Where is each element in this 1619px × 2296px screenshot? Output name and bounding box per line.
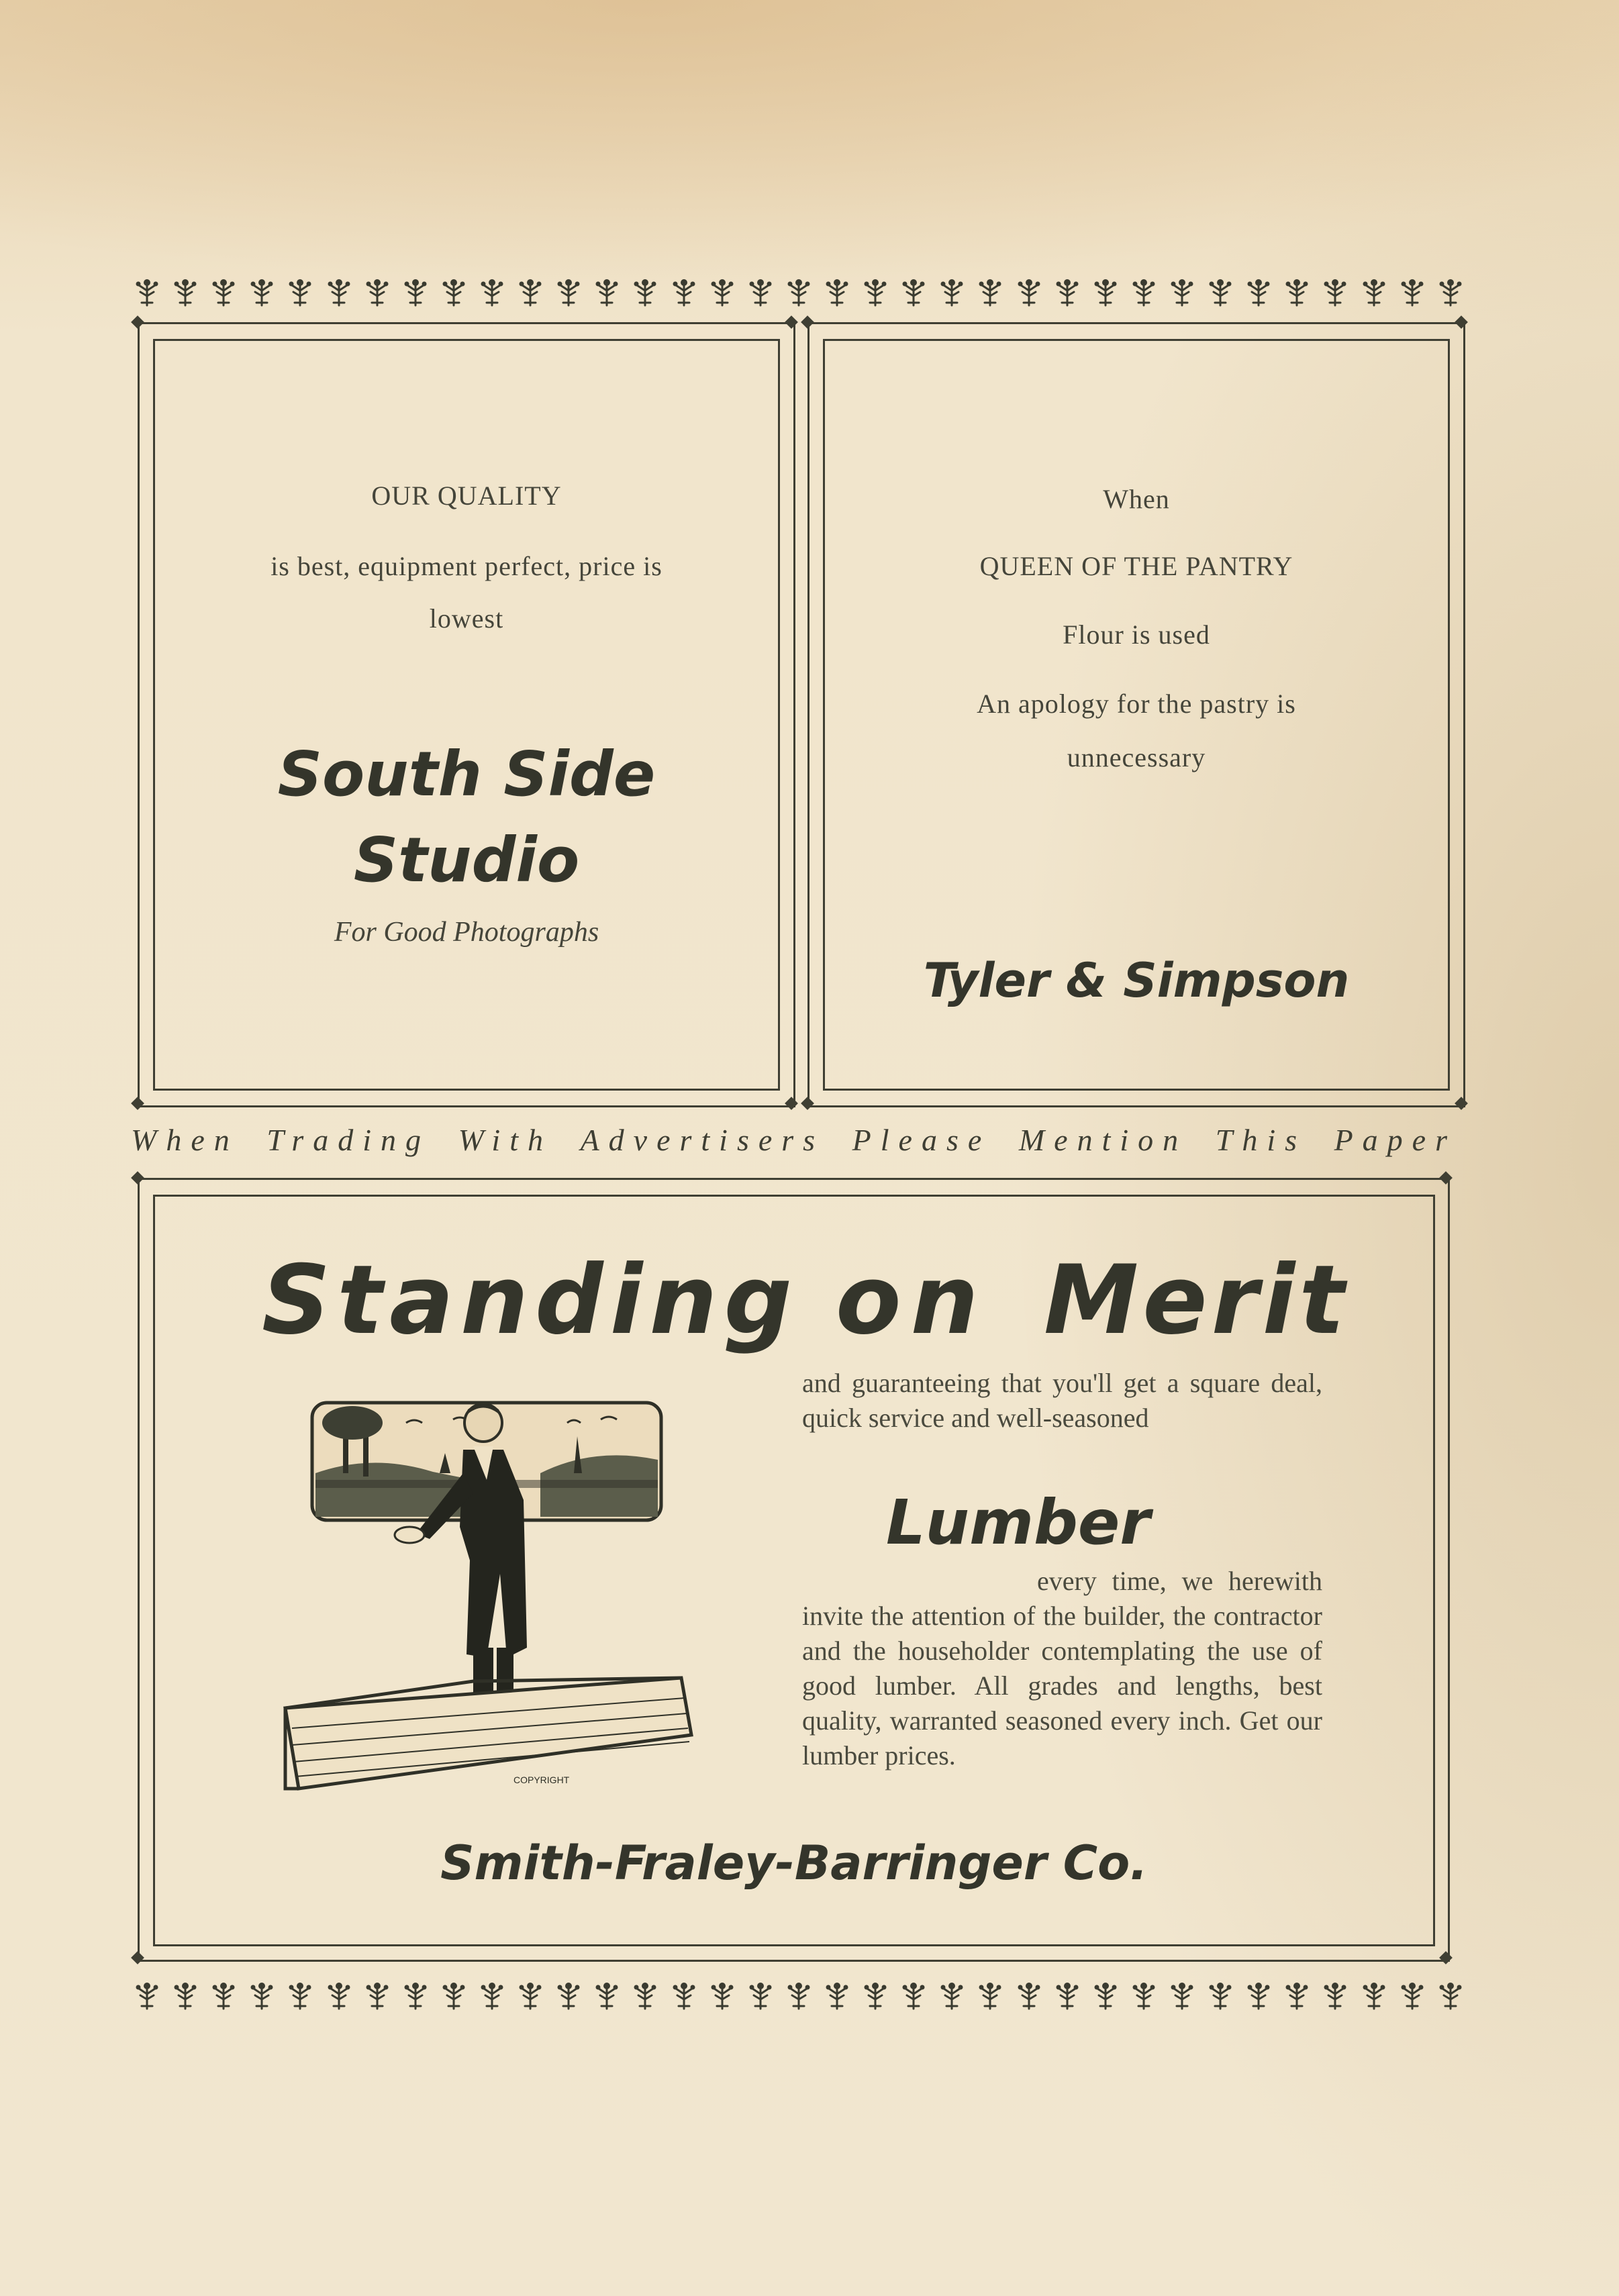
lumber-headline-on: on bbox=[836, 1245, 988, 1356]
sprig-ornament-icon bbox=[1013, 276, 1045, 311]
sprig-ornament-icon bbox=[744, 1979, 777, 2015]
sprig-ornament-icon bbox=[897, 1979, 930, 2015]
tagline-word: Paper bbox=[1334, 1123, 1457, 1157]
sprig-ornament-icon bbox=[514, 1979, 546, 2015]
sprig-ornament-icon bbox=[591, 1979, 623, 2015]
studio-name-line2: Studio bbox=[353, 824, 580, 896]
sprig-ornament-icon bbox=[323, 1979, 355, 2015]
man-on-lumber-illustration bbox=[272, 1393, 715, 1795]
tagline-word: Please bbox=[852, 1123, 991, 1157]
sprig-ornament-icon bbox=[131, 1979, 163, 2015]
tagline-word: Mention bbox=[1018, 1123, 1188, 1157]
sprig-ornament-icon bbox=[476, 1979, 508, 2015]
sprig-ornament-icon bbox=[668, 1979, 700, 2015]
sprig-ornament-icon bbox=[974, 1979, 1006, 2015]
sprig-ornament-icon bbox=[1051, 276, 1083, 311]
sprig-ornament-icon bbox=[706, 276, 738, 311]
sprig-ornament-icon bbox=[1358, 276, 1390, 311]
sprig-ornament-icon bbox=[936, 276, 968, 311]
sprig-ornament-icon bbox=[591, 276, 623, 311]
sprig-ornament-icon bbox=[284, 1979, 316, 2015]
tagline-word: When bbox=[131, 1123, 239, 1157]
sprig-ornament-icon bbox=[207, 1979, 240, 2015]
studio-ad-line: lowest bbox=[429, 603, 504, 634]
lumber-product-name: Lumber bbox=[886, 1487, 1150, 1558]
studio-ad-line: is best, equipment perfect, price is bbox=[271, 551, 663, 581]
sprig-ornament-icon bbox=[1089, 276, 1122, 311]
sprig-ornament-icon bbox=[859, 276, 891, 311]
sprig-ornament-icon bbox=[361, 1979, 393, 2015]
studio-name-line1: South Side bbox=[277, 738, 656, 810]
sprig-ornament-icon bbox=[1319, 1979, 1351, 2015]
studio-ad-heading: OUR QUALITY bbox=[371, 481, 562, 511]
sprig-ornament-icon bbox=[399, 1979, 432, 2015]
flour-ad-line: unnecessary bbox=[1067, 742, 1206, 772]
sprig-ornament-icon bbox=[246, 276, 278, 311]
flour-ad-merchant: Tyler & Simpson bbox=[923, 953, 1350, 1008]
sprig-ornament-icon bbox=[1051, 1979, 1083, 2015]
sprig-ornament-icon bbox=[1281, 276, 1313, 311]
sprig-ornament-icon bbox=[629, 1979, 661, 2015]
sprig-ornament-icon bbox=[207, 276, 240, 311]
sprig-ornament-icon bbox=[1396, 1979, 1428, 2015]
sprig-ornament-icon bbox=[936, 1979, 968, 2015]
advertiser-tagline bbox=[131, 1122, 1457, 1158]
sprig-ornament-icon bbox=[1319, 276, 1351, 311]
sprig-ornament-icon bbox=[1166, 1979, 1198, 2015]
sprig-ornament-icon bbox=[859, 1979, 891, 2015]
sprig-ornament-icon bbox=[1013, 1979, 1045, 2015]
sprig-ornament-icon bbox=[1204, 276, 1236, 311]
studio-ad-inner-frame bbox=[153, 339, 780, 1091]
sprig-ornament-icon bbox=[1434, 276, 1467, 311]
sprig-ornament-icon bbox=[1242, 1979, 1275, 2015]
sprig-ornament-icon bbox=[783, 276, 815, 311]
sprig-ornament-icon bbox=[668, 276, 700, 311]
sprig-ornament-icon bbox=[1434, 1979, 1467, 2015]
tagline-word: This bbox=[1215, 1123, 1306, 1157]
sprig-ornament-icon bbox=[783, 1979, 815, 2015]
sprig-ornament-icon bbox=[744, 276, 777, 311]
sprig-ornament-icon bbox=[1089, 1979, 1122, 2015]
sprig-ornament-icon bbox=[897, 276, 930, 311]
sprig-ornament-icon bbox=[629, 276, 661, 311]
bottom-ornament-row bbox=[131, 1980, 1467, 2013]
lumber-company-name: Smith-Fraley-Barringer Co. bbox=[440, 1836, 1148, 1891]
sprig-ornament-icon bbox=[131, 276, 163, 311]
flour-ad-brand: QUEEN OF THE PANTRY bbox=[979, 551, 1293, 581]
sprig-ornament-icon bbox=[476, 276, 508, 311]
sprig-ornament-icon bbox=[1166, 276, 1198, 311]
sprig-ornament-icon bbox=[169, 276, 201, 311]
sprig-ornament-icon bbox=[438, 276, 470, 311]
tagline-word: With bbox=[458, 1123, 552, 1157]
flour-ad-line: Flour is used bbox=[1063, 619, 1210, 650]
sprig-ornament-icon bbox=[169, 1979, 201, 2015]
lumber-body-text: every time, we herewith invite the attention of the builder, the contractor and the householder contemplating the use of good lumber. All grades and lengths, best quality, warranted seasoned every inch. Get our lumber prices. bbox=[802, 1566, 1322, 1770]
sprig-ornament-icon bbox=[514, 276, 546, 311]
sprig-ornament-icon bbox=[361, 276, 393, 311]
sprig-ornament-icon bbox=[974, 276, 1006, 311]
sprig-ornament-icon bbox=[284, 276, 316, 311]
sprig-ornament-icon bbox=[323, 276, 355, 311]
tagline-word: Advertisers bbox=[580, 1123, 825, 1157]
lumber-headline-standing: Standing bbox=[262, 1245, 799, 1356]
flour-ad-line: An apology for the pastry is bbox=[977, 689, 1296, 719]
studio-slogan: For Good Photographs bbox=[334, 917, 599, 948]
tagline-word: Trading bbox=[266, 1123, 431, 1157]
flour-ad-line: When bbox=[1103, 484, 1170, 514]
sprig-ornament-icon bbox=[1128, 276, 1160, 311]
sprig-ornament-icon bbox=[1128, 1979, 1160, 2015]
lumber-intro-text: and guaranteeing that you'll get a square deal, quick service and well-seasoned bbox=[802, 1368, 1322, 1433]
sprig-ornament-icon bbox=[1242, 276, 1275, 311]
sprig-ornament-icon bbox=[1281, 1979, 1313, 2015]
sprig-ornament-icon bbox=[552, 276, 585, 311]
sprig-ornament-icon bbox=[706, 1979, 738, 2015]
sprig-ornament-icon bbox=[1204, 1979, 1236, 2015]
illustration-caption: COPYRIGHT bbox=[513, 1775, 570, 1785]
lumber-headline-merit: Merit bbox=[1044, 1245, 1349, 1356]
sprig-ornament-icon bbox=[821, 276, 853, 311]
sprig-ornament-icon bbox=[1358, 1979, 1390, 2015]
sprig-ornament-icon bbox=[821, 1979, 853, 2015]
sprig-ornament-icon bbox=[1396, 276, 1428, 311]
top-ornament-row bbox=[131, 277, 1467, 310]
sprig-ornament-icon bbox=[552, 1979, 585, 2015]
sprig-ornament-icon bbox=[246, 1979, 278, 2015]
sprig-ornament-icon bbox=[438, 1979, 470, 2015]
sprig-ornament-icon bbox=[399, 276, 432, 311]
